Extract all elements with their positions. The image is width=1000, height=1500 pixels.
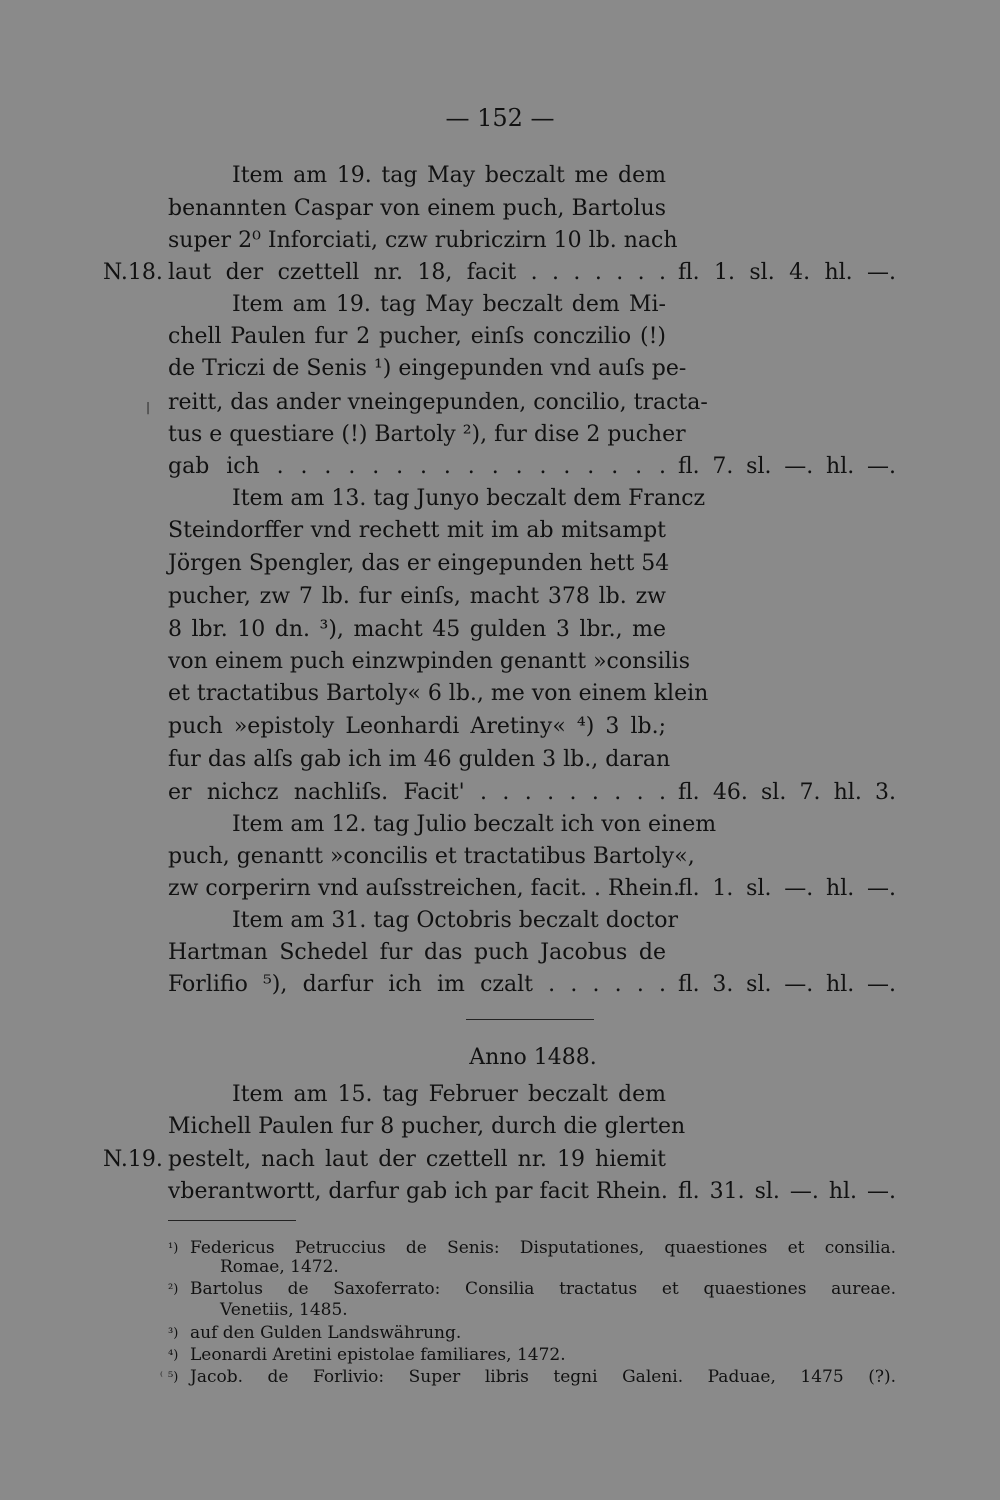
entry-4-line-3: zw corperirn vnd auſsstreichen, facit. . Rhein. (168, 876, 680, 901)
entry-3-line-10: er nichcz nachliſs. Facit' . . . . . . . . . (168, 780, 666, 805)
entry-1-amount: fl. 1. sl. 4. hl. —. (678, 260, 896, 285)
footnote-3-mark: ³) (168, 1326, 179, 1341)
entry-3-line-4: pucher, zw 7 lb. fur einſs, macht 378 lb. zw (168, 584, 666, 609)
entry-2-line-3: de Triczi de Senis ¹) eingepunden vnd auſs pe- (168, 356, 687, 381)
entry-3-line-3: Jörgen Spengler, das er eingepunden hett 54 (168, 551, 670, 576)
entry-1488-line-3: pestelt, nach laut der czettell nr. 19 hiemit (168, 1147, 666, 1172)
entry-2-line-6: gab ich . . . . . . . . . . . . . . . . . (168, 454, 666, 479)
footnote-5-line-1: Jacob. de Forlivio: Super libris tegni Galeni. Paduae, 1475 (?). (190, 1367, 896, 1387)
entry-3-line-6: von einem puch einzwpinden genantt »consilis (168, 649, 690, 674)
footnote-1-line-1: Federicus Petruccius de Senis: Disputationes, quaestiones et consilia. (190, 1238, 896, 1258)
entry-4-line-1: Item am 12. tag Julio beczalt ich von einem (232, 812, 717, 837)
entry-5-line-3: Forlifio ⁵), darfur ich im czalt . . . . . . (168, 972, 666, 997)
entry-1488-line-2: Michell Paulen fur 8 pucher, durch die glerten (168, 1114, 686, 1139)
entry-1488-amount: fl. 31. sl. —. hl. —. (678, 1179, 896, 1204)
page-number: — 152 — (445, 104, 555, 132)
footnote-5-mark: ⁵) (168, 1370, 179, 1385)
footnote-2-mark: ²) (168, 1282, 179, 1297)
entry-3-line-9: fur das alſs gab ich im 46 gulden 3 lb., daran (168, 747, 671, 772)
entry-2-line-5: tus e questiare (!) Bartoly ²), fur dise 2 pucher (168, 422, 686, 447)
entry-1-line-4: laut der czettell nr. 18, facit . . . . . . . (168, 260, 666, 285)
entry-3-line-8: puch »epistoly Leonhardi Aretiny« ⁴) 3 lb.; (168, 714, 666, 739)
footnote-4-mark: ⁴) (168, 1348, 179, 1363)
entry-2-amount: fl. 7. sl. —. hl. —. (678, 454, 896, 479)
section-divider (466, 1019, 594, 1020)
footnote-2-line-1: Bartolus de Saxoferrato: Consilia tractatus et quaestiones aureae. (190, 1279, 896, 1299)
entry-3-line-5: 8 lbr. 10 dn. ³), macht 45 gulden 3 lbr., me (168, 617, 666, 642)
entry-2-line-1: Item am 19. tag May beczalt dem Mi- (232, 292, 666, 317)
entry-4-line-2: puch, genantt »concilis et tractatibus Bartoly«, (168, 844, 695, 869)
margin-tick: | (146, 400, 151, 414)
entry-2-line-4: reitt, das ander vneingepunden, concilio, tracta- (168, 390, 708, 415)
entry-1488-line-1: Item am 15. tag Februer beczalt dem (232, 1082, 666, 1107)
footnote-4-line-1: Leonardi Aretini epistolae familiares, 1472. (190, 1345, 566, 1365)
entry-3-line-7: et tractatibus Bartoly« 6 lb., me von einem klein (168, 681, 709, 706)
entry-5-line-2: Hartman Schedel fur das puch Jacobus de (168, 940, 666, 965)
margin-note-n19: N.19. (103, 1147, 163, 1172)
entry-1-line-3: super 2⁰ Inforciati, czw rubriczirn 10 lb. nach (168, 228, 678, 253)
entry-1488-line-4: vberantwortt, darfur gab ich par facit Rhein. (168, 1179, 668, 1204)
entry-3-line-2: Steindorffer vnd rechett mit im ab mitsampt (168, 518, 666, 543)
footnote-divider (168, 1220, 296, 1221)
entry-1-line-2: benannten Caspar von einem puch, Bartolus (168, 196, 666, 221)
footnote-1-line-2: Romae, 1472. (220, 1257, 339, 1277)
footnote-1-mark: ¹) (168, 1241, 179, 1256)
entry-5-amount: fl. 3. sl. —. hl. —. (678, 972, 896, 997)
footnote-3-line-1: auf den Gulden Landswährung. (190, 1323, 462, 1343)
margin-note-n18: N.18. (103, 260, 163, 285)
entry-2-line-2: chell Paulen fur 2 pucher, einſs conczilio (!) (168, 324, 666, 349)
entry-5-line-1: Item am 31. tag Octobris beczalt doctor (232, 908, 679, 933)
entry-4-amount: fl. 1. sl. —. hl. —. (678, 876, 896, 901)
entry-1-line-1: Item am 19. tag May beczalt me dem (232, 163, 666, 188)
entry-3-line-1: Item am 13. tag Junyo beczalt dem Francz (232, 486, 706, 511)
footnote-2-line-2: Venetiis, 1485. (220, 1300, 348, 1320)
anno-heading: Anno 1488. (469, 1045, 597, 1070)
margin-tick-2: ⁽ (160, 1369, 163, 1383)
entry-3-amount: fl. 46. sl. 7. hl. 3. (678, 780, 896, 805)
